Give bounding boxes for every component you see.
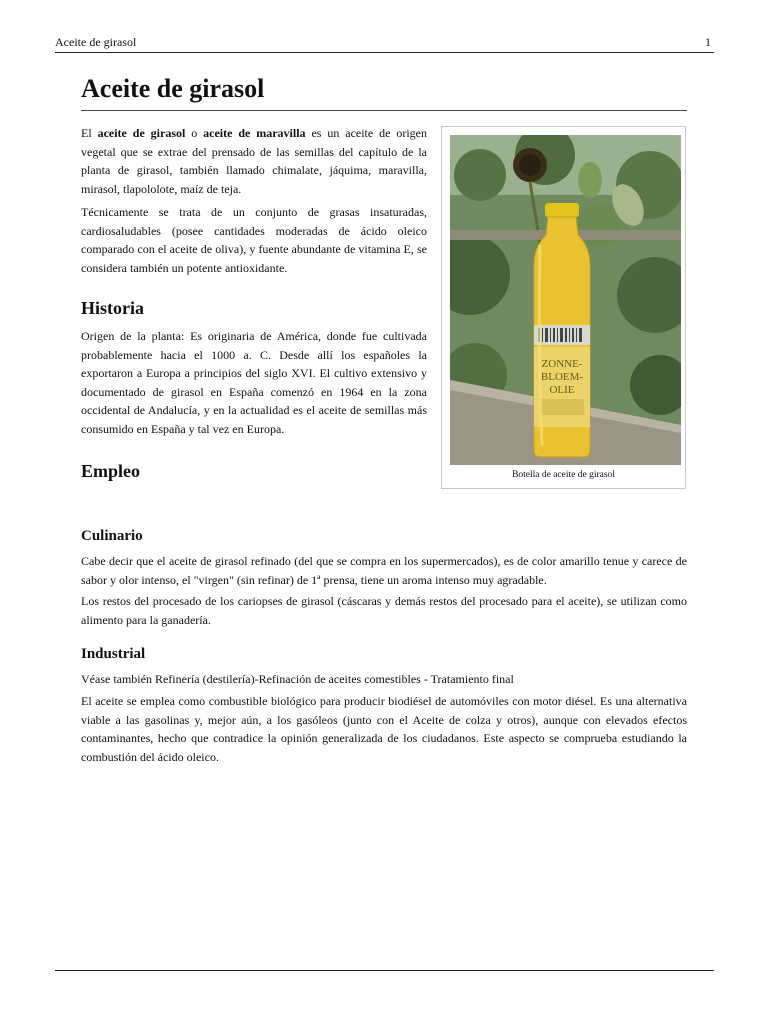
industrial-see-also: Véase también Refinería (destilería)-Refinación de aceites comestibles - Tratamiento final [81,672,514,686]
bottle-cap [545,203,579,217]
bottle-label-line-2: BLOEM- [540,371,584,383]
subsection-heading-industrial: Industrial [81,646,146,662]
sunflower-oil-bottle-photo [450,135,681,465]
intro-text-start: El [81,126,98,140]
section-heading-empleo: Empleo [81,461,141,481]
article-title: Aceite de girasol [81,72,687,111]
subsection-heading-culinario: Culinario [81,528,143,544]
page-number: 1 [705,35,711,49]
photo-illustration [450,135,681,465]
footer-rule [55,970,714,971]
term-aceite-de-maravilla: aceite de maravilla [203,126,306,140]
bottle-label-line-3: OLIE [549,384,575,396]
intro-text-end: es un aceite de origen vegetal que se extrae del prensado de las semillas del capítulo de la planta de girasol, también llamado chimalate, jáquima, maravilla, mirasol, tlapololote, maíz de teja. [81,126,427,196]
intro-paragraph-1 [81,124,427,198]
figure-box [441,126,686,489]
culinario-paragraph-1: Cabe decir que el aceite de girasol refinado (del que se compra en los supermercados), es de color amarillo tenue y carece de sabor y olor intenso, el "virgen" (sin refinar) de 1ª prensa, tiene un aroma intenso muy agradable. [81,554,687,587]
bottle-label-line-1: ZONNE- [541,358,583,370]
figure-caption: Botella de aceite de girasol [512,470,615,480]
historia-paragraph: Origen de la planta: Es originaria de América, donde fue cultivada probablemente hacia el 1000 a. C. Desde allí los españoles la exportaron a Europa a principios del siglo XVI. El cultivo extensivo y documentado de girasol en España comenzó en 1964 en la zona occidental de Andalucía, y en la actualidad es el aceite de semillas más consumido en España y tal vez en Europa. [81,329,427,436]
header-title: Aceite de girasol [55,35,137,49]
intro-paragraph-2: Técnicamente se trata de un conjunto de grasas insaturadas, cardiosaludables (posee cantidades moderadas de ácido oleico comparado con el aceite de oliva), y fuente abundante de vitamina E, se considera también un potente antioxidante. [81,205,427,275]
intro-text-mid: o [185,126,204,140]
section-heading-historia: Historia [81,298,144,318]
running-header [55,35,714,53]
term-aceite-de-girasol: aceite de girasol [97,126,186,140]
industrial-paragraph: El aceite se emplea como combustible biológico para producir biodiésel de automóviles con motor diésel. Es una alternativa viable a las gasolinas y, mejor aún, a los gasóleos (junto con el Aceite de colza y otros), aunque con elevados efectos contaminantes, hecho que contradice la opinión generalizada de los ciudadanos. Este aspecto se comprueba estudiando la combustión del ácido oleico. [81,694,687,764]
culinario-paragraph-2: Los restos del procesado de los cariopses de girasol (cáscaras y demás restos del procesado para el aceite), se utilizan como alimento para la ganadería. [81,594,687,627]
